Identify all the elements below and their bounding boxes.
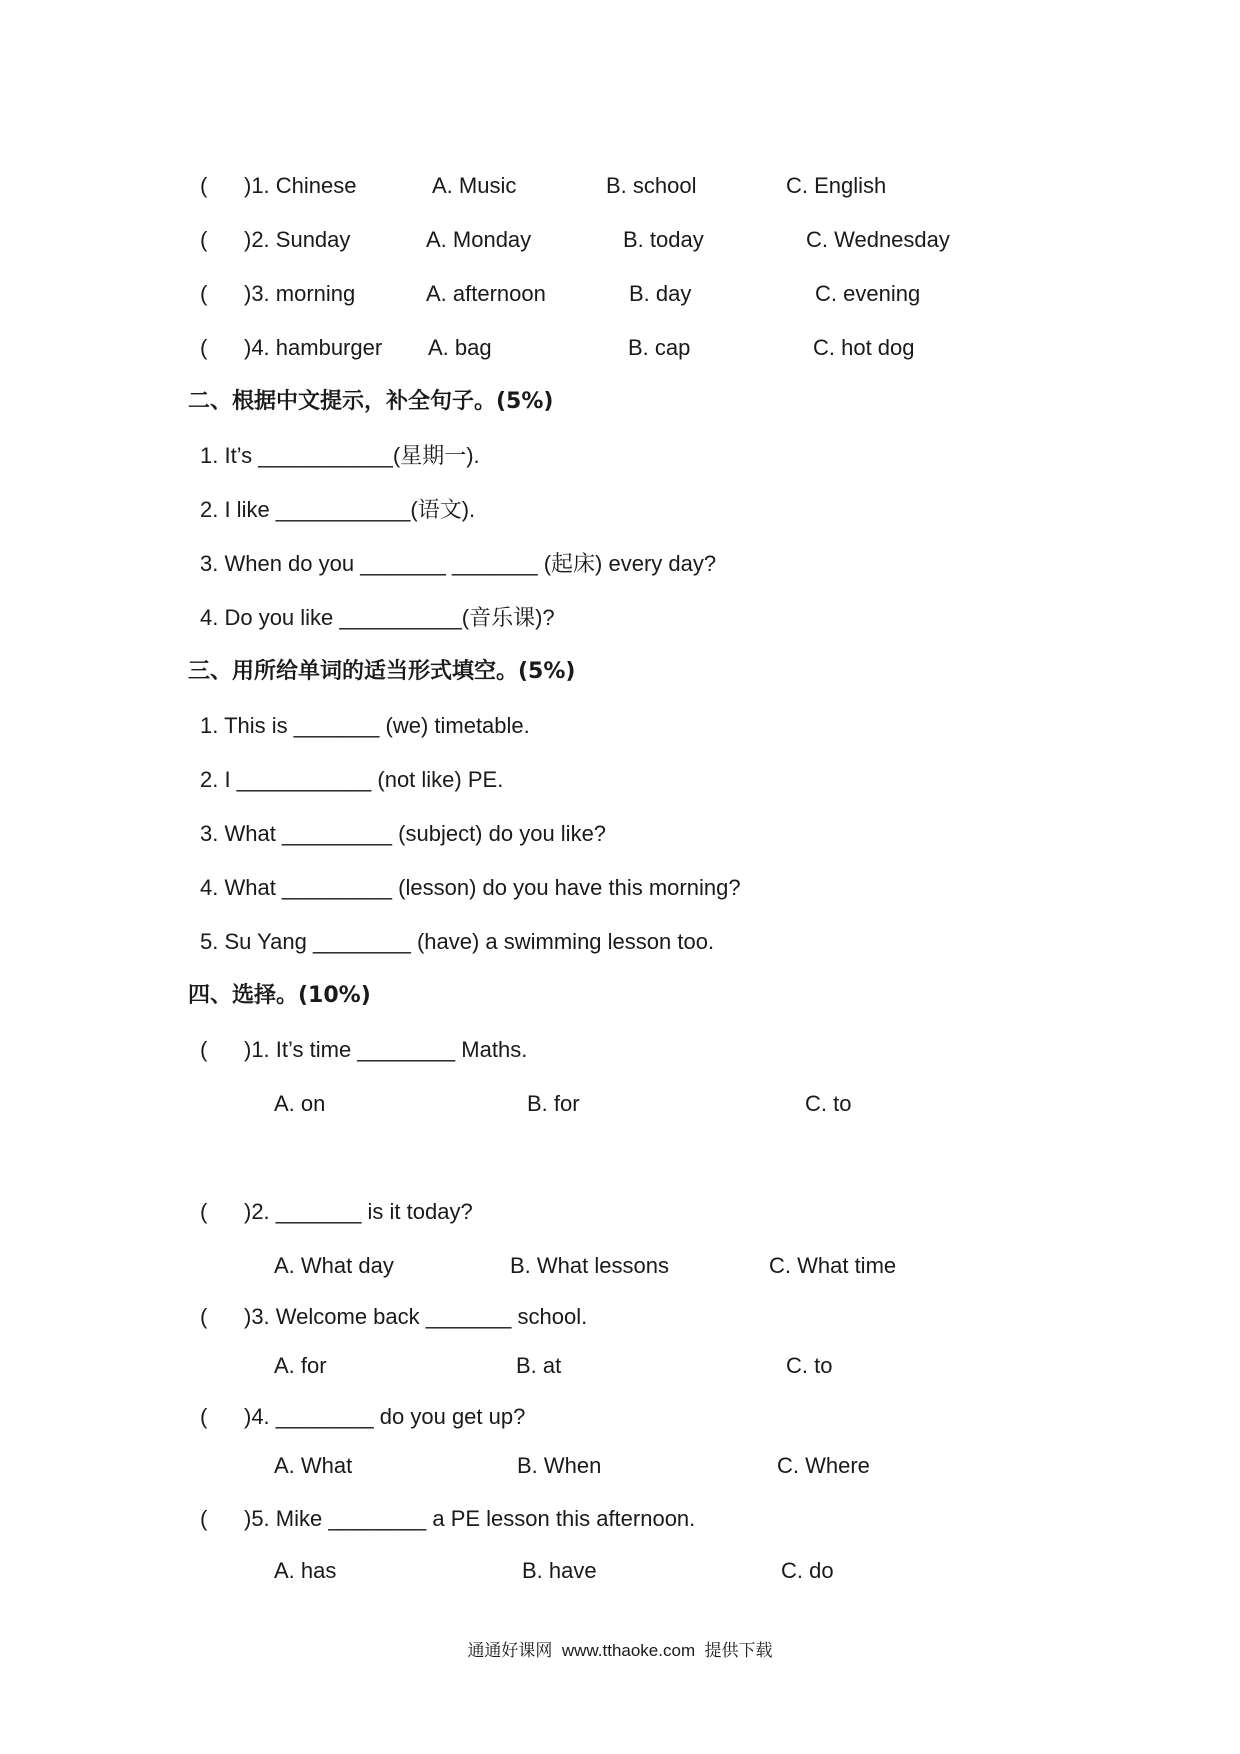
question-4-1: )1. It’s time ________ Maths.	[244, 1037, 528, 1062]
paren: (	[200, 1404, 208, 1429]
question-4-4: )4. ________ do you get up?	[244, 1404, 526, 1429]
option-c: C. do	[781, 1558, 834, 1583]
option-a: A. What day	[274, 1253, 394, 1278]
option-b: B. have	[522, 1558, 597, 1583]
paren: (	[200, 1304, 208, 1329]
question-1-1: )1. Chinese	[244, 173, 357, 198]
option-b: B. cap	[628, 335, 691, 360]
option-a: A. on	[274, 1091, 326, 1116]
sentence-3-4: 4. What _________ (lesson) do you have this morning?	[200, 875, 741, 900]
option-c: C. Wednesday	[806, 227, 950, 252]
option-a: A. What	[274, 1453, 353, 1478]
paren: (	[200, 281, 208, 306]
option-c: C. What time	[769, 1253, 897, 1278]
option-c: C. Where	[777, 1453, 870, 1478]
page-footer: 通通好课网 www.tthaoke.com 提供下载	[467, 1641, 773, 1660]
question-4-2: )2. _______ is it today?	[244, 1199, 473, 1224]
option-a: A. for	[274, 1353, 327, 1378]
option-b: B. at	[516, 1353, 562, 1378]
sentence-3-1: 1. This is _______ (we) timetable.	[200, 713, 530, 738]
section-2-heading: 二、根据中文提示，补全句子。(5%)	[188, 389, 554, 414]
sentence-2-4: 4. Do you like __________(音乐课)?	[200, 605, 555, 630]
paren: (	[200, 173, 208, 198]
option-b: B. When	[517, 1453, 602, 1478]
option-c: C. evening	[815, 281, 921, 306]
sentence-3-2: 2. I ___________ (not like) PE.	[200, 767, 504, 792]
option-b: B. What lessons	[510, 1253, 669, 1278]
question-4-3: )3. Welcome back _______ school.	[244, 1304, 588, 1329]
option-c: C. to	[805, 1091, 852, 1116]
paren: (	[200, 1037, 208, 1062]
question-1-4: )4. hamburger	[244, 335, 383, 360]
sentence-2-3: 3. When do you _______ _______ (起床) every day?	[200, 551, 717, 576]
paren: (	[200, 1506, 208, 1531]
option-b: B. for	[527, 1091, 580, 1116]
paren: (	[200, 335, 208, 360]
paren: (	[200, 1199, 208, 1224]
question-1-2: )2. Sunday	[244, 227, 351, 252]
option-a: A. has	[274, 1558, 337, 1583]
option-c: C. to	[786, 1353, 833, 1378]
sentence-2-1: 1. It’s ___________(星期一).	[200, 443, 480, 468]
sentence-2-2: 2. I like ___________(语文).	[200, 497, 476, 522]
option-a: A. bag	[428, 335, 492, 360]
section-4-heading: 四、选择。(10%)	[188, 983, 371, 1008]
option-a: A. Monday	[426, 227, 532, 252]
option-c: C. English	[786, 173, 887, 198]
sentence-3-3: 3. What _________ (subject) do you like?	[200, 821, 607, 846]
section-3-heading: 三、用所给单词的适当形式填空。(5%)	[188, 659, 576, 684]
option-a: A. afternoon	[426, 281, 546, 306]
paren: (	[200, 227, 208, 252]
question-1-3: )3. morning	[244, 281, 356, 306]
option-c: C. hot dog	[813, 335, 915, 360]
sentence-3-5: 5. Su Yang ________ (have) a swimming lesson too.	[200, 929, 715, 954]
option-b: B. day	[629, 281, 692, 306]
option-a: A. Music	[432, 173, 517, 198]
option-b: B. school	[606, 173, 697, 198]
question-4-5: )5. Mike ________ a PE lesson this afternoon.	[244, 1506, 696, 1531]
option-b: B. today	[623, 227, 704, 252]
